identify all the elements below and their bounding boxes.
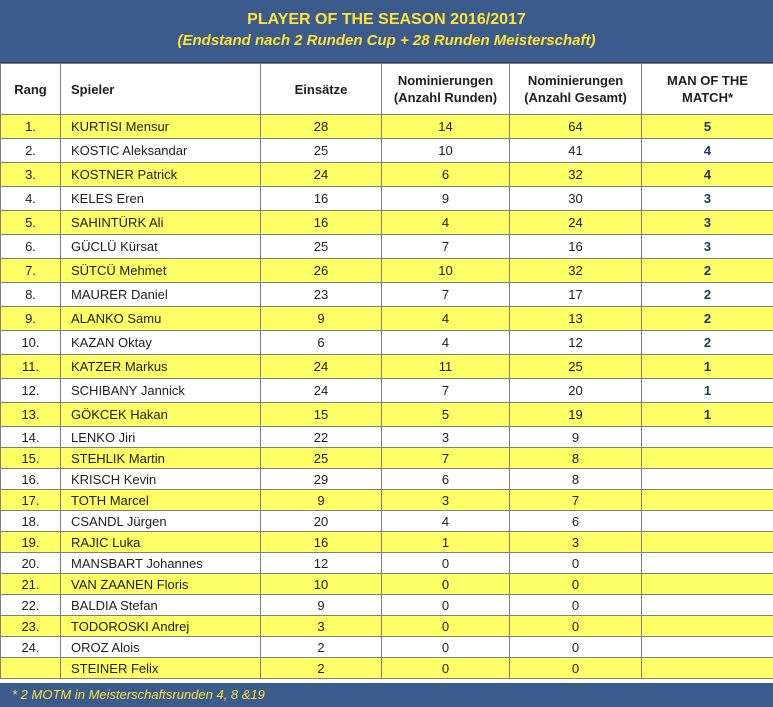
cell-rank: 3. xyxy=(1,163,61,187)
cell-nominations-rounds: 1 xyxy=(382,532,510,553)
cell-nominations-total: 9 xyxy=(510,427,642,448)
cell-nominations-rounds: 3 xyxy=(382,427,510,448)
cell-rank: 22. xyxy=(1,595,61,616)
cell-man-of-the-match xyxy=(642,553,773,574)
cell-man-of-the-match: 1 xyxy=(642,403,773,427)
cell-player: MANSBART Johannes xyxy=(61,553,261,574)
cell-man-of-the-match: 3 xyxy=(642,235,773,259)
col-nominations-rounds-line2: (Anzahl Runden) xyxy=(393,90,498,105)
cell-player: KRISCH Kevin xyxy=(61,469,261,490)
cell-rank: 15. xyxy=(1,448,61,469)
table-row xyxy=(1,355,773,379)
table-row xyxy=(1,511,773,532)
cell-apps: 28 xyxy=(261,115,382,139)
cell-nominations-rounds: 7 xyxy=(382,235,510,259)
cell-nominations-rounds: 10 xyxy=(382,139,510,163)
col-nominations-total xyxy=(510,64,642,115)
col-player: Spieler xyxy=(61,64,261,115)
cell-man-of-the-match xyxy=(642,637,773,658)
cell-nominations-total: 12 xyxy=(510,331,642,355)
cell-nominations-rounds: 4 xyxy=(382,331,510,355)
cell-nominations-total: 0 xyxy=(510,637,642,658)
table-row xyxy=(1,532,773,553)
cell-rank: 10. xyxy=(1,331,61,355)
cell-rank: 23. xyxy=(1,616,61,637)
cell-player: STEHLIK Martin xyxy=(61,448,261,469)
cell-apps: 9 xyxy=(261,490,382,511)
cell-man-of-the-match xyxy=(642,511,773,532)
table-row xyxy=(1,139,773,163)
cell-apps: 24 xyxy=(261,163,382,187)
cell-player: TODOROSKI Andrej xyxy=(61,616,261,637)
table-row xyxy=(1,115,773,139)
cell-nominations-rounds: 5 xyxy=(382,403,510,427)
cell-nominations-rounds: 6 xyxy=(382,163,510,187)
page-subtitle: (Endstand nach 2 Runden Cup + 28 Runden Meisterschaft) xyxy=(177,32,596,49)
cell-player: LENKO Jiri xyxy=(61,427,261,448)
cell-rank: 16. xyxy=(1,469,61,490)
cell-player: KATZER Markus xyxy=(61,355,261,379)
cell-player: CSANDL Jürgen xyxy=(61,511,261,532)
table-row xyxy=(1,595,773,616)
col-nominations-rounds xyxy=(382,64,510,115)
cell-man-of-the-match: 2 xyxy=(642,307,773,331)
cell-man-of-the-match xyxy=(642,469,773,490)
table-row xyxy=(1,211,773,235)
cell-apps: 15 xyxy=(261,403,382,427)
cell-nominations-total: 7 xyxy=(510,490,642,511)
cell-nominations-total: 3 xyxy=(510,532,642,553)
table-row xyxy=(1,235,773,259)
cell-apps: 25 xyxy=(261,448,382,469)
cell-player: RAJIC Luka xyxy=(61,532,261,553)
cell-player: GÖKCEK Hakan xyxy=(61,403,261,427)
cell-rank: 11. xyxy=(1,355,61,379)
cell-man-of-the-match: 3 xyxy=(642,211,773,235)
cell-nominations-total: 30 xyxy=(510,187,642,211)
cell-man-of-the-match: 2 xyxy=(642,283,773,307)
cell-man-of-the-match: 3 xyxy=(642,187,773,211)
cell-nominations-total: 17 xyxy=(510,283,642,307)
cell-apps: 3 xyxy=(261,616,382,637)
cell-nominations-total: 16 xyxy=(510,235,642,259)
cell-apps: 2 xyxy=(261,637,382,658)
cell-rank: 5. xyxy=(1,211,61,235)
footnote: * 2 MOTM in Meisterschaftsrunden 4, 8 &19 xyxy=(0,683,773,707)
cell-man-of-the-match: 1 xyxy=(642,355,773,379)
table-row xyxy=(1,553,773,574)
cell-player: GÜCLÜ Kürsat xyxy=(61,235,261,259)
cell-apps: 10 xyxy=(261,574,382,595)
cell-man-of-the-match xyxy=(642,448,773,469)
table-row xyxy=(1,616,773,637)
cell-rank: 4. xyxy=(1,187,61,211)
cell-nominations-rounds: 7 xyxy=(382,448,510,469)
cell-nominations-total: 19 xyxy=(510,403,642,427)
table-row xyxy=(1,574,773,595)
cell-player: ALANKO Samu xyxy=(61,307,261,331)
cell-player: VAN ZAANEN Floris xyxy=(61,574,261,595)
table-row xyxy=(1,163,773,187)
cell-apps: 24 xyxy=(261,355,382,379)
cell-nominations-total: 41 xyxy=(510,139,642,163)
cell-nominations-rounds: 0 xyxy=(382,637,510,658)
cell-player: SCHIBANY Jannick xyxy=(61,379,261,403)
cell-nominations-total: 0 xyxy=(510,658,642,679)
cell-nominations-rounds: 11 xyxy=(382,355,510,379)
cell-man-of-the-match xyxy=(642,427,773,448)
col-man-of-the-match xyxy=(642,64,773,115)
cell-nominations-rounds: 0 xyxy=(382,553,510,574)
page-title: PLAYER OF THE SEASON 2016/2017 xyxy=(247,11,526,28)
cell-nominations-rounds: 4 xyxy=(382,511,510,532)
cell-rank: 24. xyxy=(1,637,61,658)
cell-apps: 23 xyxy=(261,283,382,307)
cell-nominations-rounds: 7 xyxy=(382,283,510,307)
cell-man-of-the-match xyxy=(642,595,773,616)
table-row xyxy=(1,259,773,283)
cell-player: KELES Eren xyxy=(61,187,261,211)
cell-apps: 6 xyxy=(261,331,382,355)
cell-nominations-rounds: 14 xyxy=(382,115,510,139)
cell-nominations-total: 0 xyxy=(510,574,642,595)
cell-apps: 9 xyxy=(261,307,382,331)
cell-apps: 16 xyxy=(261,532,382,553)
table-row xyxy=(1,331,773,355)
cell-man-of-the-match xyxy=(642,532,773,553)
cell-rank: 20. xyxy=(1,553,61,574)
table-row xyxy=(1,187,773,211)
cell-player: STEINER Felix xyxy=(61,658,261,679)
cell-man-of-the-match xyxy=(642,490,773,511)
table-row xyxy=(1,490,773,511)
cell-player: MAURER Daniel xyxy=(61,283,261,307)
cell-man-of-the-match: 2 xyxy=(642,259,773,283)
cell-man-of-the-match xyxy=(642,574,773,595)
cell-nominations-rounds: 0 xyxy=(382,574,510,595)
standings-table xyxy=(0,63,773,679)
cell-player: SAHINTÜRK Ali xyxy=(61,211,261,235)
table-row xyxy=(1,469,773,490)
col-nominations-total-line2: (Anzahl Gesamt) xyxy=(524,90,627,105)
table-row xyxy=(1,448,773,469)
cell-man-of-the-match xyxy=(642,658,773,679)
cell-nominations-rounds: 4 xyxy=(382,211,510,235)
cell-apps: 20 xyxy=(261,511,382,532)
col-rank: Rang xyxy=(1,64,61,115)
table-row xyxy=(1,637,773,658)
cell-nominations-rounds: 0 xyxy=(382,595,510,616)
cell-nominations-total: 0 xyxy=(510,553,642,574)
cell-rank: 21. xyxy=(1,574,61,595)
cell-nominations-total: 8 xyxy=(510,469,642,490)
cell-player: KOSTNER Patrick xyxy=(61,163,261,187)
cell-nominations-total: 0 xyxy=(510,595,642,616)
cell-apps: 26 xyxy=(261,259,382,283)
cell-nominations-rounds: 0 xyxy=(382,658,510,679)
cell-player: KOSTIC Aleksandar xyxy=(61,139,261,163)
cell-player: TOTH Marcel xyxy=(61,490,261,511)
table-header-banner xyxy=(0,0,773,63)
col-motm-line1: MAN OF THE xyxy=(667,73,748,88)
cell-rank: 7. xyxy=(1,259,61,283)
cell-rank: 2. xyxy=(1,139,61,163)
cell-man-of-the-match: 4 xyxy=(642,139,773,163)
cell-apps: 29 xyxy=(261,469,382,490)
cell-nominations-total: 20 xyxy=(510,379,642,403)
cell-rank: 6. xyxy=(1,235,61,259)
cell-rank: 17. xyxy=(1,490,61,511)
cell-nominations-total: 24 xyxy=(510,211,642,235)
cell-nominations-rounds: 4 xyxy=(382,307,510,331)
cell-nominations-total: 13 xyxy=(510,307,642,331)
table-row xyxy=(1,307,773,331)
cell-man-of-the-match xyxy=(642,616,773,637)
cell-nominations-total: 32 xyxy=(510,163,642,187)
cell-rank: 8. xyxy=(1,283,61,307)
cell-apps: 25 xyxy=(261,235,382,259)
table-row xyxy=(1,427,773,448)
cell-nominations-rounds: 0 xyxy=(382,616,510,637)
cell-nominations-total: 0 xyxy=(510,616,642,637)
cell-nominations-rounds: 7 xyxy=(382,379,510,403)
cell-player: KAZAN Oktay xyxy=(61,331,261,355)
cell-apps: 22 xyxy=(261,427,382,448)
cell-nominations-rounds: 6 xyxy=(382,469,510,490)
cell-man-of-the-match: 5 xyxy=(642,115,773,139)
cell-apps: 12 xyxy=(261,553,382,574)
cell-player: SÜTCÜ Mehmet xyxy=(61,259,261,283)
cell-rank: 1. xyxy=(1,115,61,139)
cell-rank: 13. xyxy=(1,403,61,427)
table-row xyxy=(1,403,773,427)
cell-apps: 9 xyxy=(261,595,382,616)
table-row xyxy=(1,379,773,403)
cell-nominations-total: 64 xyxy=(510,115,642,139)
col-apps: Einsätze xyxy=(261,64,382,115)
cell-player: BALDIA Stefan xyxy=(61,595,261,616)
cell-rank: 14. xyxy=(1,427,61,448)
cell-rank: 19. xyxy=(1,532,61,553)
cell-apps: 24 xyxy=(261,379,382,403)
cell-man-of-the-match: 2 xyxy=(642,331,773,355)
cell-rank xyxy=(1,658,61,679)
col-nominations-rounds-line1: Nominierungen xyxy=(397,73,494,88)
col-motm-line2: MATCH* xyxy=(681,90,734,105)
cell-apps: 25 xyxy=(261,139,382,163)
cell-rank: 12. xyxy=(1,379,61,403)
cell-apps: 16 xyxy=(261,211,382,235)
cell-nominations-total: 25 xyxy=(510,355,642,379)
cell-nominations-total: 8 xyxy=(510,448,642,469)
cell-man-of-the-match: 1 xyxy=(642,379,773,403)
cell-rank: 18. xyxy=(1,511,61,532)
cell-rank: 9. xyxy=(1,307,61,331)
cell-player: KURTISI Mensur xyxy=(61,115,261,139)
column-header-row xyxy=(1,64,773,115)
cell-nominations-total: 6 xyxy=(510,511,642,532)
cell-apps: 2 xyxy=(261,658,382,679)
cell-nominations-total: 32 xyxy=(510,259,642,283)
table-row xyxy=(1,658,773,679)
cell-player: OROZ Alois xyxy=(61,637,261,658)
cell-apps: 16 xyxy=(261,187,382,211)
cell-nominations-rounds: 10 xyxy=(382,259,510,283)
cell-nominations-rounds: 3 xyxy=(382,490,510,511)
col-nominations-total-line1: Nominierungen xyxy=(527,73,624,88)
cell-man-of-the-match: 4 xyxy=(642,163,773,187)
table-row xyxy=(1,283,773,307)
cell-nominations-rounds: 9 xyxy=(382,187,510,211)
